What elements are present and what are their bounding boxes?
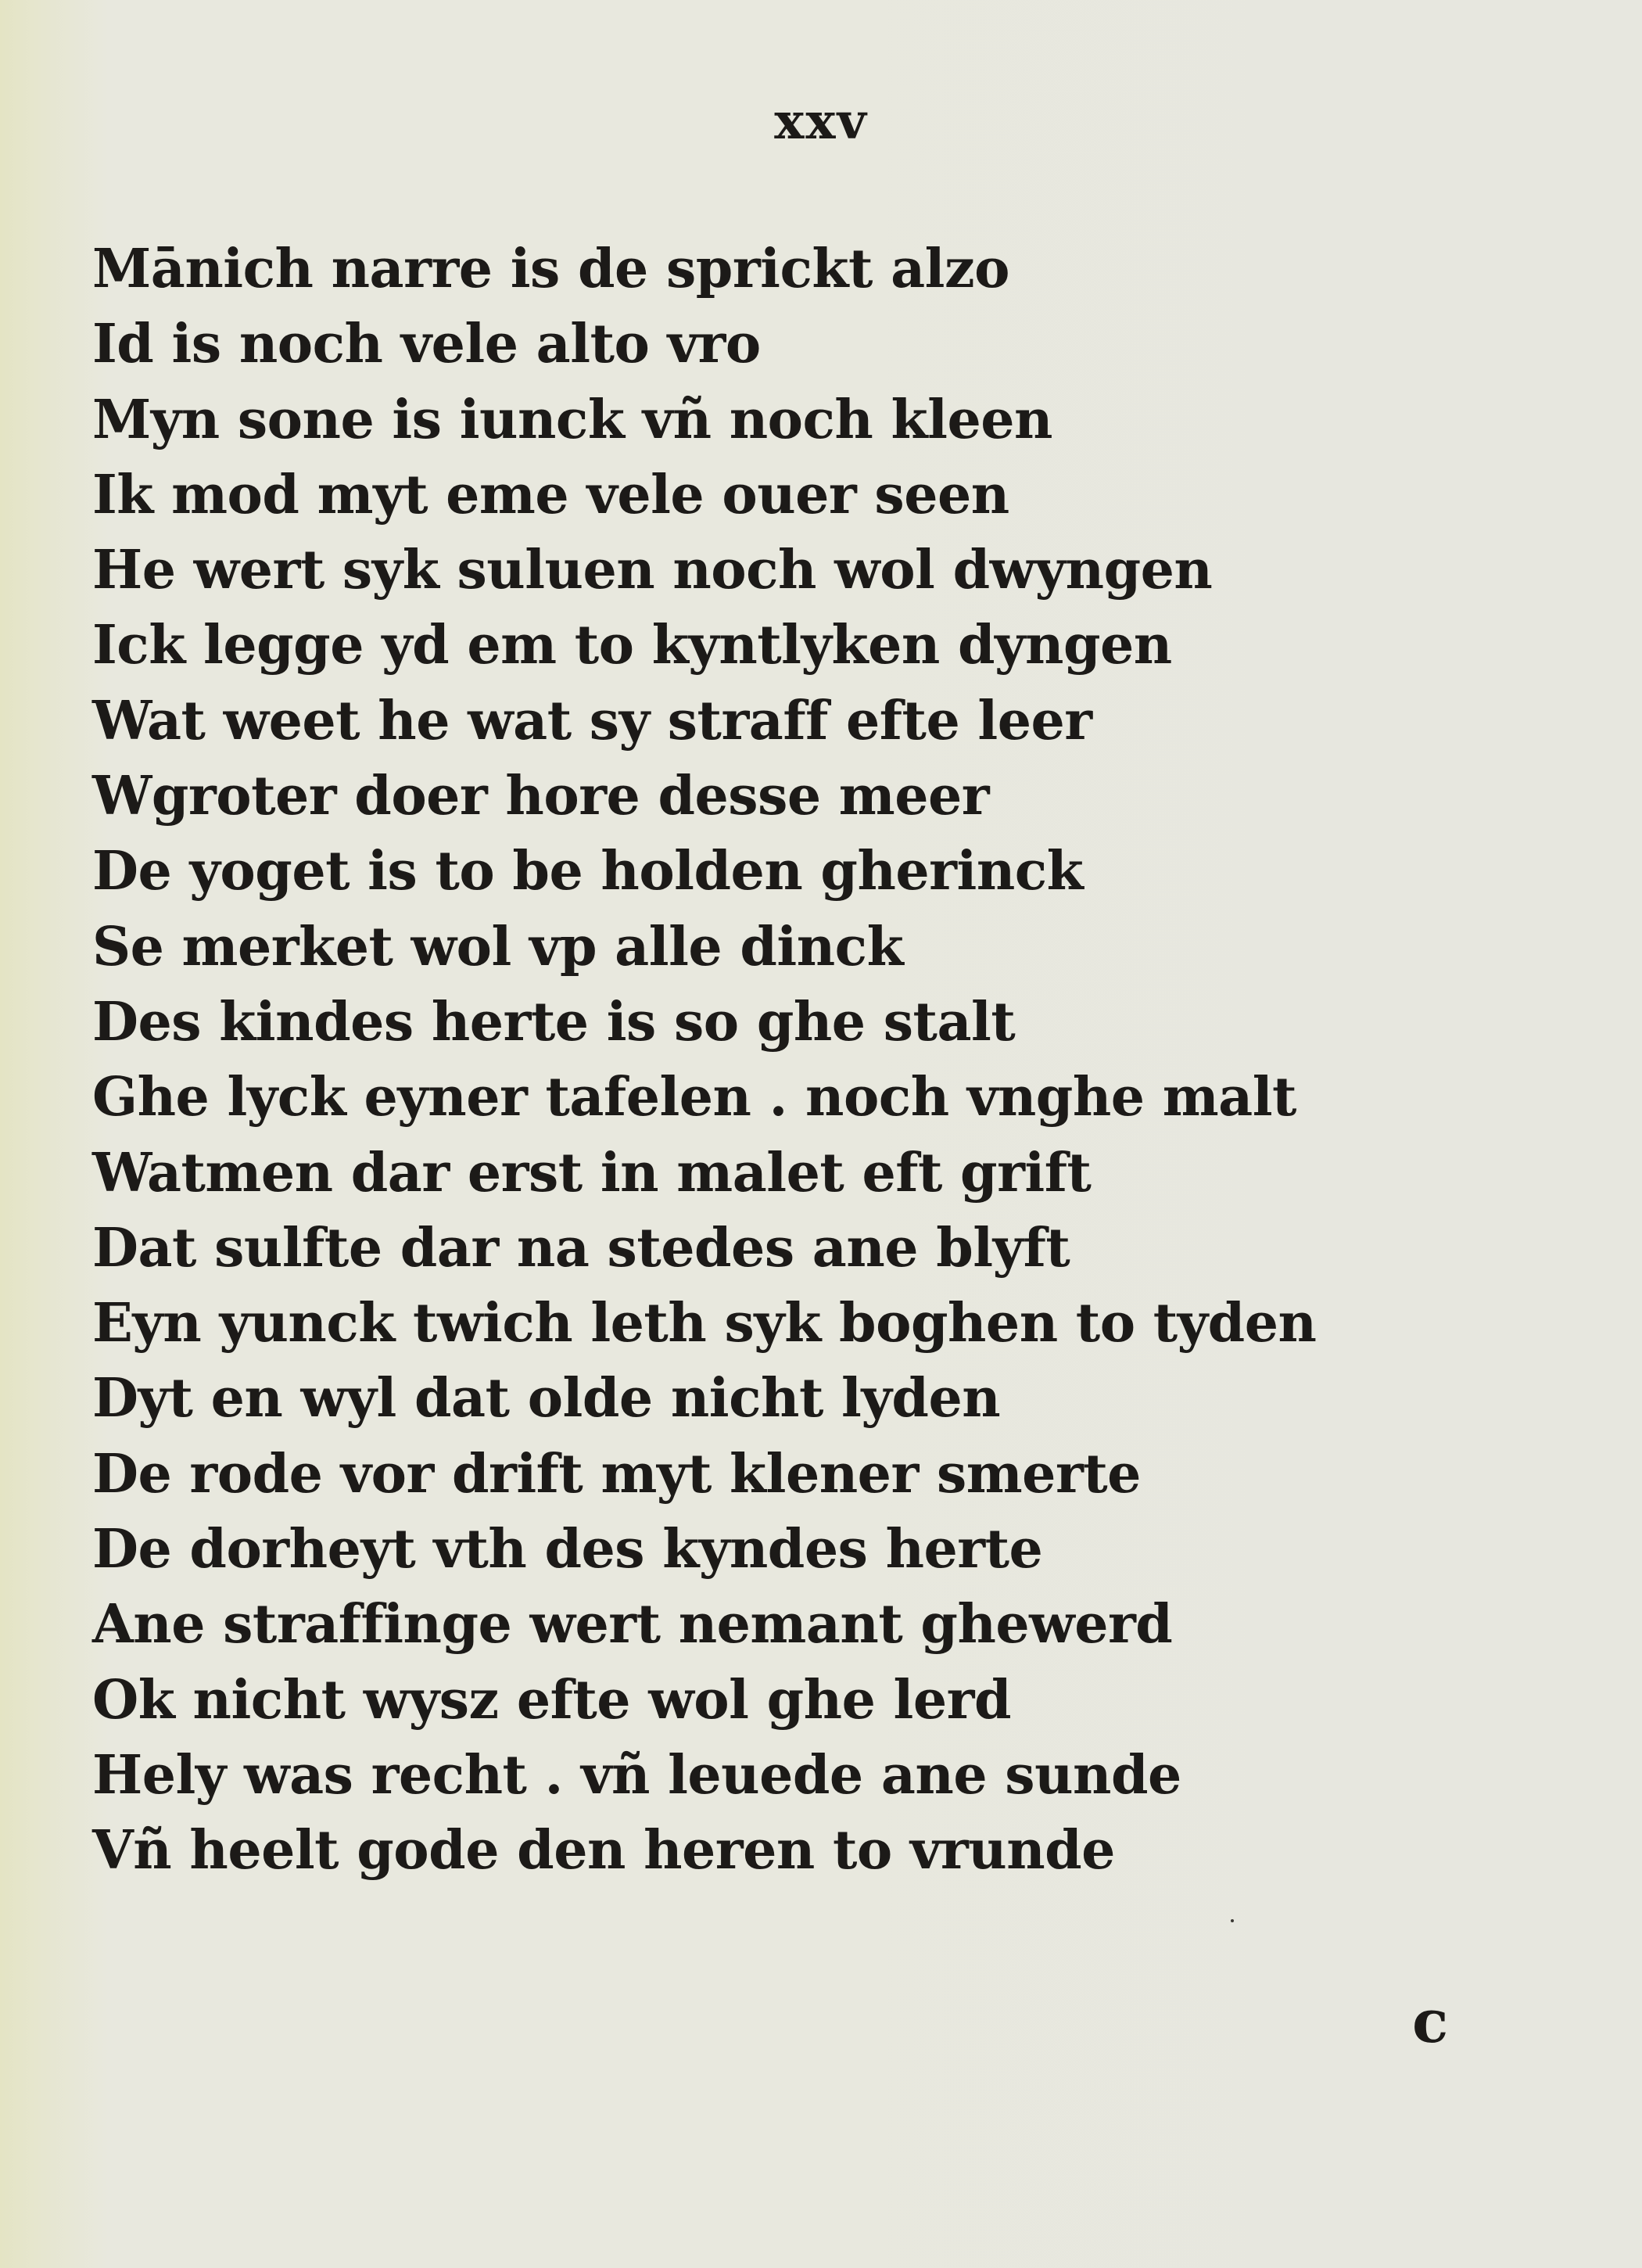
verse-line: Id is noch vele alto vro [92, 313, 761, 376]
verse-line: Eyn yunck twich leth syk boghen to tyden [92, 1292, 1317, 1355]
verse-line: Ane straffinge wert nemant ghewerd [92, 1593, 1173, 1656]
verse-list [92, 231, 1500, 1889]
verse-line: Dat sulfte dar na stedes ane blyft [92, 1216, 1070, 1279]
verse-line: Myn sone is iunck vñ noch kleen [92, 388, 1052, 451]
ink-speck [1231, 1919, 1234, 1922]
verse-line: Mānich narre is de sprickt alzo [92, 238, 1009, 300]
verse-line: De rode vor drift myt klener smerte [92, 1442, 1141, 1505]
verse-line: Des kindes herte is so ghe stalt [92, 990, 1016, 1053]
verse-line: Dyt en wyl dat olde nicht lyden [92, 1367, 1001, 1430]
verse-line: He wert syk suluen noch wol dwyngen [92, 539, 1213, 602]
verse-line: Wat weet he wat sy straff efte leer [92, 689, 1092, 752]
verse-line: Ik mod myt eme vele ouer seen [92, 463, 1009, 526]
verse-line: Se merket wol vp alle dinck [92, 915, 904, 978]
signature-mark: c [1412, 1986, 1449, 2056]
verse-line: Ok nicht wysz efte wol ghe lerd [92, 1668, 1011, 1732]
verse-line: De dorheyt vth des kyndes herte [92, 1518, 1043, 1581]
folio-number: xxv [774, 92, 868, 151]
verse-line: Ick legge yd em to kyntlyken dyngen [92, 614, 1172, 677]
verse-line: Hely was recht . vñ leuede ane sunde [92, 1743, 1181, 1807]
verse-line: Wgroter doer hore desse meer [92, 765, 990, 828]
verse-line: Ghe lyck eyner tafelen . noch vnghe malt [92, 1066, 1296, 1129]
verse-line: De yoget is to be holden gherinck [92, 840, 1084, 903]
verse-line: Watmen dar erst in malet eft grift [92, 1141, 1092, 1204]
verse-line: Vñ heelt gode den heren to vrunde [92, 1819, 1115, 1882]
